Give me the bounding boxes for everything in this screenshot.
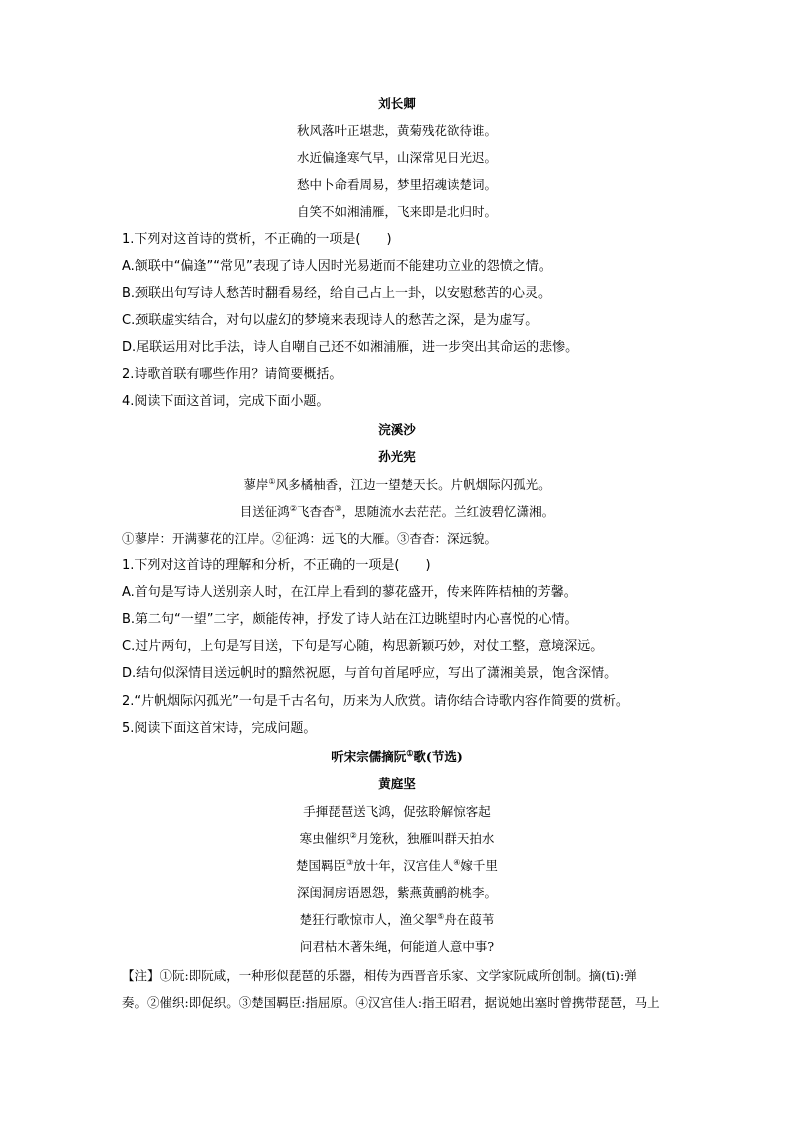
poem1-line-2: 水近偏逢寒气早，山深常见日光迟。 xyxy=(296,150,497,165)
section-5-heading: 5.阅读下面这首宋诗，完成问题。 xyxy=(122,721,317,736)
poem3-title-a: 听宋宗儒摘阮 xyxy=(331,749,407,764)
poem2-line-2-a: 目送征鸿 xyxy=(239,504,290,519)
poem3-line-4: 深闺洞房语恩怨，紫燕黄鹂韵桃李。 xyxy=(296,885,497,900)
poem2-line-1-b: 风多橘柚香，江边一望楚天长。片帆烟际闪孤光。 xyxy=(275,477,551,492)
poem3-line-6: 问君枯木著朱绳，何能道人意中事? xyxy=(299,939,495,954)
footnote-marker: ③ xyxy=(346,857,354,867)
poem2-line-1-a: 蓼岸 xyxy=(243,477,269,492)
question-3-option-d: D.结句似深情目送远帆时的黯然祝愿，与首句首尾呼应，写出了潇湘美景，饱含深情。 xyxy=(122,666,618,681)
poem2-line-1 xyxy=(0,475,794,495)
question-1-option-c: C.颈联虚实结合，对句以虚幻的梦境来表现诗人的愁苦之深，是为虚写。 xyxy=(122,313,539,328)
poem3-line-2 xyxy=(0,829,794,849)
poem3-title-b: 歌(节选) xyxy=(413,749,463,764)
question-1-option-b: B.颈联出句写诗人愁苦时翻看易经，给自己占上一卦，以安慰愁苦的心灵。 xyxy=(122,286,552,301)
poem3-author: 黄庭坚 xyxy=(378,776,416,791)
poem3-line-3 xyxy=(0,856,794,876)
poem2-line-2-b: 飞杳杳 xyxy=(296,504,335,519)
poem1-line-4: 自笑不如湘浦雁，飞来即是北归时。 xyxy=(296,204,497,219)
footnote-marker: ⑤ xyxy=(437,911,445,921)
poem3-title xyxy=(0,747,794,767)
poem3-line-5-b: 舟在葭苇 xyxy=(444,912,495,927)
question-2: 2.诗歌首联有哪些作用？请简要概括。 xyxy=(122,367,343,382)
footnote-marker: ① xyxy=(268,476,276,486)
poem3-line-3-c: 嫁千里 xyxy=(460,858,498,873)
poem3-line-5 xyxy=(0,910,794,930)
footnote-marker: ③ xyxy=(334,503,342,513)
question-3-option-a: A.首句是写诗人送别亲人时，在江岸上看到的蓼花盛开，传来阵阵桔柚的芳馨。 xyxy=(122,585,577,600)
poem3-note-2: 奏。②催织:即促织。③楚国羁臣:指屈原。④汉宫佳人:指王昭君，据说她出塞时曾携带琵琶，马上 xyxy=(122,995,660,1010)
footnote-marker: ① xyxy=(406,747,414,758)
poem2-notes: ①蓼岸：开满蓼花的江岸。②征鸿：远飞的大雁。③杳杳：深远貌。 xyxy=(122,531,498,546)
poem1-author: 刘长卿 xyxy=(378,96,416,111)
footnote-marker: ② xyxy=(289,503,297,513)
poem1-line-3: 愁中卜命看周易，梦里招魂读楚词。 xyxy=(296,177,497,192)
question-1-option-a: A.颔联中“偏逢”“常见”表现了诗人因时光易逝而不能建功立业的怨愤之情。 xyxy=(122,259,552,274)
poem2-line-2 xyxy=(0,502,794,522)
poem3-line-5-a: 楚狂行歌惊市人，渔父挐 xyxy=(299,912,438,927)
question-1-stem: 1.下列对这首诗的赏析，不正确的一项是( ) xyxy=(122,232,392,247)
poem2-line-2-c: ，思随流水去茫茫。兰红波碧忆潇湘。 xyxy=(341,504,555,519)
poem3-line-2-b: 月笼秋，独雁叫群天拍水 xyxy=(356,831,495,846)
question-4: 2.“片帆烟际闪孤光”一句是千古名句，历来为人欣赏。请你结合诗歌内容作简要的赏析。 xyxy=(122,694,629,709)
poem3-line-1: 手揮琵琶送飞鸿，促弦聆解惊客起 xyxy=(303,804,491,819)
poem2-title: 浣溪沙 xyxy=(378,422,416,437)
poem2-author: 孙光宪 xyxy=(378,449,416,464)
poem3-line-3-a: 楚国羁臣 xyxy=(296,858,347,873)
section-4-heading: 4.阅读下面这首词，完成下面小题。 xyxy=(122,394,330,409)
question-3-option-c: C.过片两句，上句是写目送，下句是写心随，构思新颖巧妙，对仗工整，意境深远。 xyxy=(122,639,604,654)
poem3-note-1: 【注】①阮:即阮咸，一种形似琵琶的乐器，相传为西晋音乐家、文学家阮咸所创制。摘(tī):弹 xyxy=(122,968,637,983)
question-1-option-d: D.尾联运用对比手法，诗人自嘲自己还不如湘浦雁，进一步突出其命运的悲惨。 xyxy=(122,340,579,355)
footnote-marker: ② xyxy=(349,830,357,840)
question-3-stem: 1.下列对这首诗的理解和分析，不正确的一项是( ) xyxy=(122,558,431,573)
poem3-line-2-a: 寒虫催织 xyxy=(299,831,350,846)
poem3-line-3-b: 放十年，汉宫佳人 xyxy=(353,858,454,873)
question-3-option-b: B.第二句“一望”二字，颇能传神，抒发了诗人站在江边眺望时内心喜悦的心情。 xyxy=(122,612,578,627)
footnote-marker: ④ xyxy=(453,857,461,867)
poem1-line-1: 秋风落叶正堪悲，黄菊残花欲待谁。 xyxy=(296,123,497,138)
